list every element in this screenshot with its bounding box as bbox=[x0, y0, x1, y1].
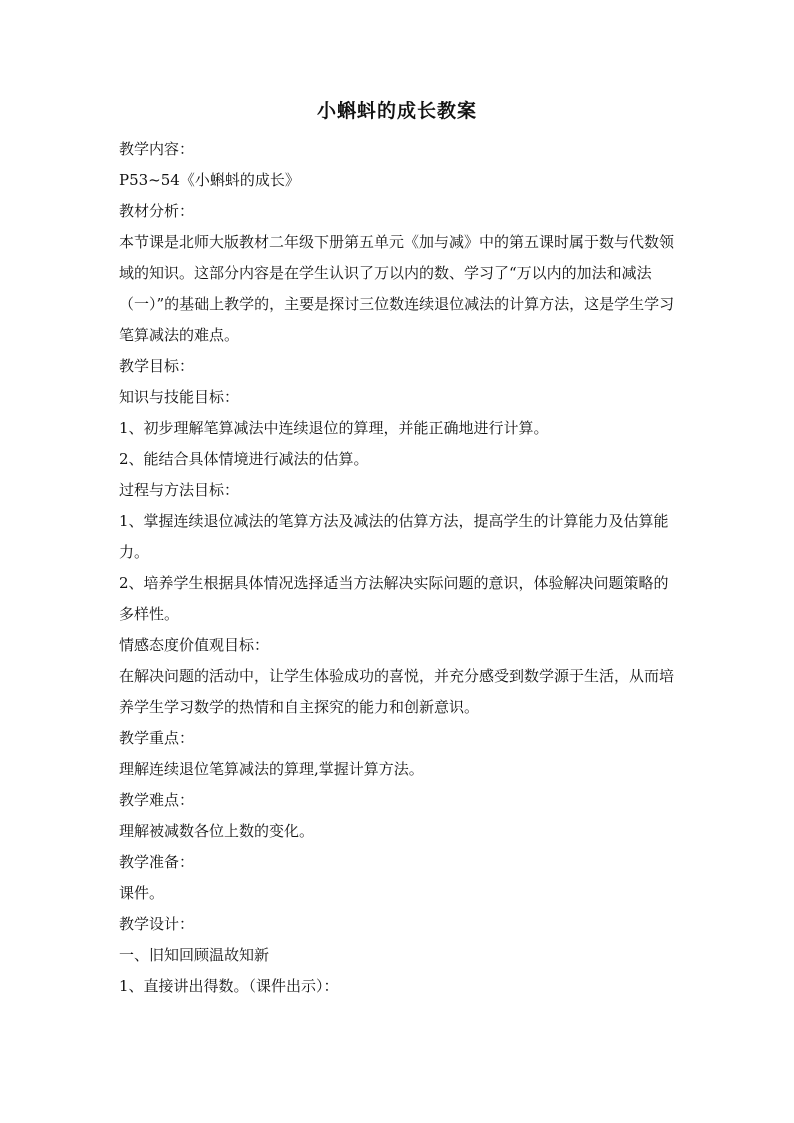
body-line: 过程与方法目标： bbox=[119, 481, 240, 499]
document-title: 小蝌蚪的成长教案 bbox=[316, 100, 477, 122]
body-line: 一、旧知回顾温故知新 bbox=[119, 946, 270, 964]
body-line: 知识与技能目标： bbox=[119, 388, 240, 406]
document-body bbox=[119, 134, 681, 1002]
body-line: 理解被减数各位上数的变化。 bbox=[119, 822, 315, 840]
body-line: 理解连续退位笔算减法的算理,掌握计算方法。 bbox=[119, 760, 424, 778]
body-line: 教学重点： bbox=[119, 729, 195, 747]
body-line: 教材分析： bbox=[119, 202, 195, 220]
body-line: 1、初步理解笔算减法中连续退位的算理，并能正确地进行计算。 bbox=[119, 419, 549, 437]
body-line: 教学内容： bbox=[119, 140, 195, 158]
body-paragraph: 本节课是北师大版教材二年级下册第五单元《加与减》中的第五课时属于数与代数领域的知识。这部分内容是在学生认识了万以内的数、学习了“万以内的加法和减法（一）”的基础上教学的，主要是探讨三位数连续退位减法的计算方法，这是学生学习笔算减法的难点。 bbox=[119, 233, 675, 344]
body-line: 1、直接讲出得数。（课件出示）： bbox=[119, 977, 339, 995]
body-paragraph: 1、掌握连续退位减法的笔算方法及减法的估算方法，提高学生的计算能力及估算能力。 bbox=[119, 512, 669, 561]
body-line: 教学设计： bbox=[119, 915, 195, 933]
body-line: 教学准备： bbox=[119, 853, 195, 871]
body-paragraph: 在解决问题的活动中，让学生体验成功的喜悦，并充分感受到数学源于生活，从而培养学生学习数学的热情和自主探究的能力和创新意识。 bbox=[119, 667, 675, 716]
body-line: 教学难点： bbox=[119, 791, 195, 809]
body-paragraph: 2、培养学生根据具体情况选择适当方法解决实际问题的意识，体验解决问题策略的多样性。 bbox=[119, 574, 669, 623]
body-line: 教学目标： bbox=[119, 357, 195, 375]
body-line: 2、能结合具体情境进行减法的估算。 bbox=[119, 450, 369, 468]
body-line: P53~54《小蝌蚪的成长》 bbox=[119, 171, 300, 189]
body-line: 情感态度价值观目标： bbox=[119, 636, 270, 654]
body-line: 课件。 bbox=[119, 884, 165, 902]
